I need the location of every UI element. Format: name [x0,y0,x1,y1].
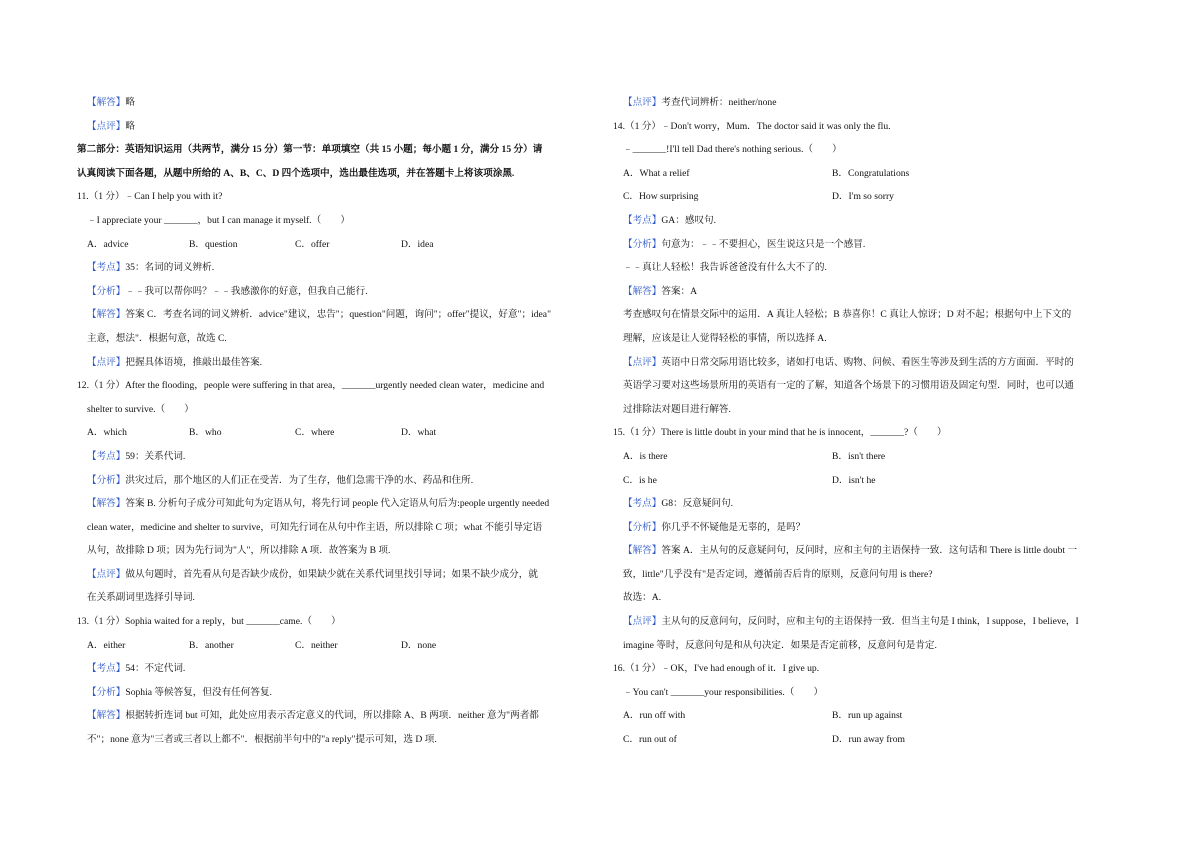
q12-option-a: A．which [87,427,127,439]
q11-stem: 11.（1 分）﹣Can I help you with it? [77,191,223,203]
q12-jieda: 【解答】答案 B. 分析句子成分可知此句为定语从句，将先行词 people 代入定语从句后为:people urgently needed [87,498,550,510]
q11-kaodian: 【考点】35：名词的词义辨析. [87,262,215,274]
q13-options [77,634,590,658]
q10-answer: 【解答】略 [87,97,135,108]
q14-jieda-2: 考查感叹句在情景交际中的运用．A 真让人轻松；B 恭喜你！C 真让人惊讶；D 对不起；根据句中上下文的 [623,309,1072,321]
q14-fenxi-2: ﹣﹣真让人轻松！我告诉爸爸没有什么大不了的. [623,262,827,274]
q13-option-b: B．another [189,639,234,651]
q13-stem: 13.（1 分）Sophia waited for a reply，but _______came.（ ） [77,616,341,628]
q15-option-b: B．isn't there [832,450,886,462]
q12-fenxi: 【分析】洪灾过后，那个地区的人们正在受苦．为了生存，他们急需干净的水、药品和住所. [87,474,474,486]
q13-option-c: C．neither [295,639,338,651]
q14-options-row2 [613,185,1130,209]
q14-option-b: B．Congratulations [832,167,910,179]
q13-option-d: D．none [401,639,437,651]
q12-option-c: C．where [295,427,335,439]
q11-option-a: A．advice [87,238,129,250]
q15-option-a: A．is there [623,450,668,462]
q12-stem-2: shelter to survive.（ ） [87,403,194,415]
q11-stem-2: ﹣I appreciate your _______，but I can manage it myself.（ ） [87,214,350,226]
q13-fenxi: 【分析】Sophia 等候答复，但没有任何答复. [87,686,272,698]
q11-option-d: D．idea [401,238,434,250]
q13-dianping: 【点评】考查代词辨析：neither/none [623,97,777,108]
q14-dianping: 【点评】英语中日常交际用语比较多，诸如打电话、购物、问候、看医生等涉及到生活的方方面面．平时的 [623,356,1074,368]
q12-stem: 12.（1 分）After the flooding，people were suffering in that area，_______urgently needed clean water，medicine and [77,380,545,392]
q14-dianping-2: 英语学习要对这些场景所用的英语有一定的了解，知道各个场景下的习惯用语及固定句型．同时，也可以通 [623,380,1074,392]
q13-jieda: 【解答】根据转折连词 but 可知，此处应用表示否定意义的代词，所以排除 A、B 两项．neither 意为"两者都 [87,710,539,722]
q11-fenxi: 【分析】﹣﹣我可以帮你吗？﹣﹣我感激你的好意，但我自己能行. [87,285,368,297]
q16-option-c: C．run out of [623,734,677,746]
q13-jieda-2: 不"；none 意为"三者或三者以上都不"．根据前半句中的"a reply"提示可知，选 D 项. [87,734,437,746]
q16-options-row2 [613,728,1130,752]
q14-options-row1 [613,162,1130,186]
part2-heading-line1: 第二部分：英语知识运用（共两节，满分 15 分）第一节：单项填空（共 15 小题；每小题 1 分，满分 15 分）请 [77,144,543,156]
q12-dianping-2: 在关系副词里选择引导词. [87,592,195,604]
q11-jieda-2: 主意，想法"．根据句意，故选 C. [87,332,227,344]
q12-dianping: 【点评】做从句题时，首先看从句是否缺少成份，如果缺少就在关系代词里找引导词；如果不缺少成分，就 [87,568,538,580]
q15-jieda-3: 故选：A. [623,592,662,604]
q15-dianping: 【点评】主从句的反意问句，反问时，应和主句的主语保持一致．但当主句是 I think，I suppose，I believe，I [623,616,1079,628]
q16-option-b: B．run up against [832,710,903,722]
q15-stem: 15.（1 分）There is little doubt in your mind that he is innocent，_______?（ ） [613,427,947,439]
q13-kaodian: 【考点】54：不定代词. [87,663,186,675]
q15-dianping-2: imagine 等时，反意问句是和从句决定．如果是否定前移，反意问句是肯定. [623,639,937,651]
left-column [77,91,590,752]
q11-option-c: C．offer [295,238,330,250]
q16-option-d: D．run away from [832,734,905,746]
q12-kaodian: 【考点】59：关系代词. [87,450,186,462]
q11-jieda: 【解答】答案 C．考查名词的词义辨析．advice"建议，忠告"；question"问题，询问"；offer"提议，好意"；idea" [87,309,551,321]
q11-option-b: B．question [189,238,238,250]
q14-stem: 14.（1 分）﹣Don't worry，Mum．The doctor said it was only the flu. [613,120,891,132]
part2-heading-line2: 认真阅读下面各题，从题中所给的 A、B、C、D 四个选项中，选出最佳选项，并在答题卡上将该项涂黑. [77,167,515,179]
q15-jieda-2: 致，little"几乎没有"是否定词，遵循前否后肯的原则，反意问句用 is there? [623,568,933,580]
q15-options-row1 [613,445,1130,469]
q15-option-c: C．is he [623,474,657,486]
q14-jieda: 【解答】答案：A [623,285,698,297]
q14-option-a: A．What a relief [623,167,690,179]
q12-option-d: D．what [401,427,437,439]
q14-jieda-3: 理解，应该是让人觉得轻松的事情，所以选择 A. [623,332,827,344]
q14-option-c: C．How surprising [623,191,699,203]
q14-stem-2: ﹣_______!I'll tell Dad there's nothing serious.（ ） [623,144,842,156]
q15-fenxi: 【分析】你几乎不怀疑他是无辜的，是吗？ [623,521,806,533]
q14-kaodian: 【考点】GA：感叹句. [623,214,717,226]
q15-option-d: D．isn't he [832,474,876,486]
q14-dianping-3: 过排除法对题目进行解答. [623,403,731,415]
q11-dianping: 【点评】把握具体语境，推敲出最佳答案. [87,356,263,368]
q10-comment: 【点评】略 [87,120,135,132]
q12-jieda-2: clean water，medicine and shelter to survive，可知先行词在从句中作主语，所以排除 C 项；what 不能引导定语 [87,521,543,533]
q12-option-b: B．who [189,427,222,439]
q15-options-row2 [613,469,1130,493]
q14-fenxi: 【分析】句意为：﹣﹣不要担心，医生说这只是一个感冒. [623,238,866,250]
q12-jieda-3: 从句，故排除 D 项；因为先行词为"人"，所以排除 A 项．故答案为 B 项. [87,545,391,557]
q16-option-a: A．run off with [623,710,686,722]
q16-options-row1 [613,704,1130,728]
q13-option-a: A．either [87,639,126,651]
right-column [613,91,1130,752]
q12-options [77,421,590,445]
q16-stem-2: ﹣You can't _______your responsibilities.（ ） [623,686,824,698]
q15-jieda: 【解答】答案 A．主从句的反意疑问句，反问时，应和主句的主语保持一致．这句话和 There is little doubt 一 [623,545,1078,557]
q16-stem: 16.（1 分）﹣OK，I've had enough of it．I give up. [613,663,820,675]
q14-option-d: D．I'm so sorry [832,191,894,203]
q11-options [77,233,590,257]
q15-kaodian: 【考点】G8：反意疑问句. [623,498,734,510]
